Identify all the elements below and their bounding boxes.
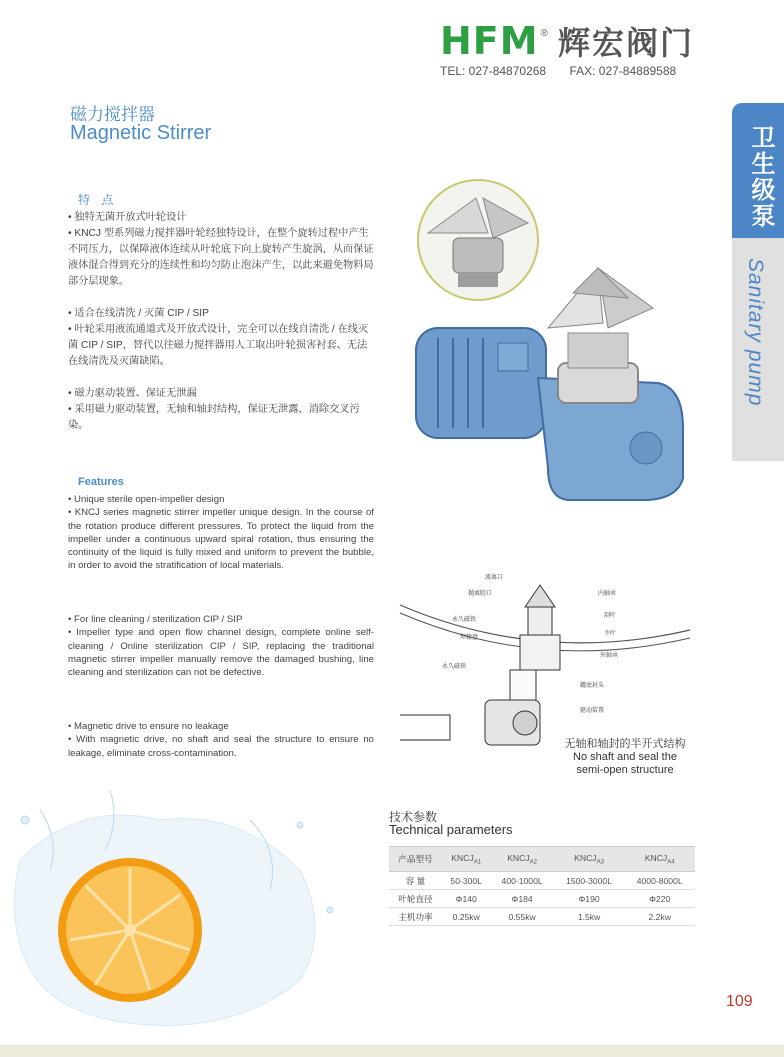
caption-en-1: No shaft and seal the (573, 751, 677, 763)
table-cell: 叶轮直径 (389, 890, 442, 908)
feature-en-item: • With magnetic drive, no shaft and seal the structure to ensure no leakage, eliminate cross-contamination. (68, 734, 374, 759)
orange-splash-image (0, 780, 360, 1045)
column-header: $KNCJ_{A2}$ (490, 847, 553, 872)
registered-mark: ® (540, 28, 548, 39)
diagram-label: 永久磁铁 (452, 617, 477, 623)
contact-info (440, 64, 676, 78)
bottom-band (0, 1045, 784, 1057)
page-title-en: Magnetic Stirrer (70, 122, 212, 144)
stirrer-head-icon (548, 268, 653, 403)
brand-logo (440, 18, 694, 64)
table-cell: 400-1000L (490, 872, 553, 890)
table-cell: 1500-3000L (554, 872, 625, 890)
column-header: $KNCJ_{A1}$ (442, 847, 491, 872)
fax-number: FAX: 027-84889588 (569, 64, 677, 78)
diagram-label: 内轴承 (598, 591, 617, 597)
feature-en-item: • Magnetic drive to ensure no leakage (68, 721, 229, 732)
table-cell: 1.5kw (554, 908, 625, 926)
feature-cn-item: • 采用磁力驱动装置，无轴和轴封结构，保证无泄露，消除交叉污染。 (68, 404, 360, 431)
feature-en-item: • For line cleaning / sterilization CIP / SIP (68, 614, 243, 625)
feature-en-group-3 (68, 720, 374, 760)
diagram-label: 主叶 (604, 631, 617, 637)
features-heading-cn: 特 点 (78, 193, 118, 207)
table-cell: 0.25kw (442, 908, 491, 926)
table-cell: 0.55kw (490, 908, 553, 926)
table-header-row (389, 847, 695, 872)
feature-cn-group-3 (68, 386, 374, 434)
diagram-label: 永久磁铁 (442, 664, 467, 670)
logo-chinese-name: 辉宏阀门 (557, 24, 694, 62)
table-row (389, 890, 695, 908)
tech-heading-cn: 技术参数 (389, 810, 438, 824)
impeller-shape (525, 585, 555, 607)
feature-en-group-1 (68, 493, 374, 573)
orange-slice-icon (58, 858, 202, 1002)
table-cell: 2.2kw (624, 908, 695, 926)
magnet-housing (520, 635, 560, 670)
table-cell: Φ220 (624, 890, 695, 908)
feature-cn-group-2 (68, 306, 374, 370)
feature-cn-group-1 (68, 210, 374, 290)
feature-en-group-2 (68, 613, 374, 679)
table-cell: Φ190 (554, 890, 625, 908)
diagram-label: 罐底封头 (580, 683, 605, 689)
diagram-label: 焊接盘 (460, 635, 479, 641)
diagram-caption (540, 738, 710, 777)
page-number: 109 (726, 993, 753, 1010)
table-cell: Φ184 (490, 890, 553, 908)
column-header: 产品型号 (389, 847, 442, 872)
feature-cn-item: • 叶轮采用液流通道式及开放式设计，完全可以在线自清洗 / 在线灭菌 CIP / SIP，替代以往磁力搅拌器用人工取出叶轮损害衬套、无法在线清洗及灭菌缺陷。 (68, 324, 369, 367)
column-header: $KNCJ_{A3}$ (554, 847, 625, 872)
table-cell: 4000-8000L (624, 872, 695, 890)
feature-cn-item: • KNCJ 型系列磁力搅拌器叶轮经独特设计，在整个旋转过程中产生不同压力，以保障液体连续从叶轮底下向上旋转产生旋涡，从而保证液体混合得到充分的连续性和均匀防止泡沫产生，以此来避免物料局部分层现象。 (68, 228, 374, 287)
diagram-label: 驱动装置 (580, 708, 605, 714)
feature-cn-item: • 独特无菌开放式叶轮设计 (68, 212, 187, 223)
side-tab-label-cn: 卫生级泵 (747, 125, 774, 229)
category-side-tab (732, 103, 784, 461)
feature-cn-item: • 磁力驱动装置、保证无泄漏 (68, 388, 197, 399)
diagram-label: 刮叶 (604, 613, 617, 619)
feature-en-item: • KNCJ series magnetic stirrer impeller unique design. In the course of the rotation produce different pressures. To protect the liquid from the impeller under a continuous upward spiral rotation, thus ensuring the continuity of the liquid is fully mixed and uniform to prevent the bubble, in order to avoid the stratification of local materials. (68, 507, 374, 572)
caption-en-2: semi-open structure (576, 764, 674, 776)
feature-en-item: • Impeller type and open flow channel design, complete online self-cleaning / Online sterilization CIP / SIP, replacing the traditional magnetic stirrer impeller manually remove the damaged bushing, line cleaning and sterilization can not be defective. (68, 627, 374, 679)
product-photo (398, 178, 688, 508)
motor-body-icon (416, 328, 683, 500)
tech-heading-en: Technical parameters (389, 822, 513, 837)
tech-params-table (389, 846, 695, 926)
feature-en-item: • Unique sterile open-impeller design (68, 494, 225, 505)
caption-cn: 无轴和轴封的半开式结构 (564, 738, 686, 750)
table-row (389, 908, 695, 926)
table-row (389, 872, 695, 890)
side-tab-label-en: Sanitary pump (744, 258, 767, 407)
feature-cn-item: • 适合在线清洗 / 灭菌 CIP / SIP (68, 308, 209, 319)
diagram-label: 外轴承 (600, 653, 619, 659)
table-cell: Φ140 (442, 890, 491, 908)
table-cell: 主机功率 (389, 908, 442, 926)
tel-number: TEL: 027-84870268 (440, 64, 547, 78)
column-header: $KNCJ_{A4}$ (624, 847, 695, 872)
side-tab-active (732, 103, 784, 238)
table-cell: 容 量 (389, 872, 442, 890)
logo-hfm: HFM (440, 19, 539, 63)
page-title-cn: 磁力搅拌器 (70, 105, 155, 124)
diagram-label: 抛离腔口 (468, 591, 493, 597)
table-cell: 50-300L (442, 872, 491, 890)
features-heading-en: Features (78, 476, 124, 488)
diagram-label: 流离口 (485, 575, 504, 581)
side-tab-inactive (732, 238, 784, 461)
